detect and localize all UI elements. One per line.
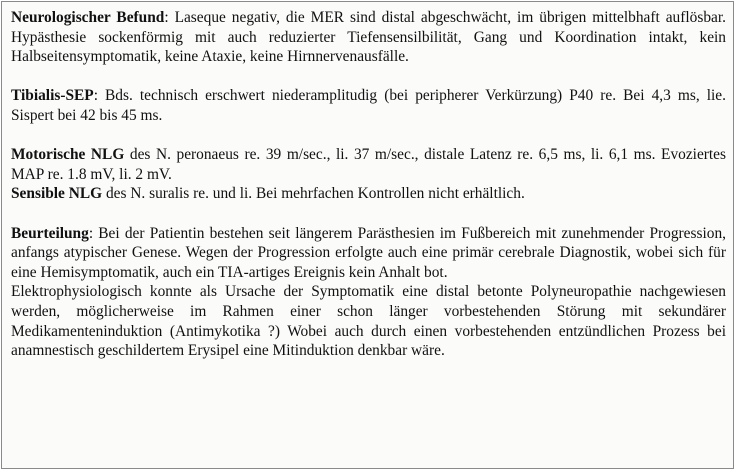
text-tibialis-sep: : Bds. technisch erschwert niederamplitudig (bei peripherer Verkürzung) P40 re. Bei 4,3 ms, lie. Sispert bei 42 bis 45 ms.	[11, 87, 726, 124]
paragraph-spacer	[11, 204, 726, 224]
paragraph-tibialis-sep	[11, 86, 726, 125]
heading-neurologischer-befund: Neurologischer Befund	[11, 9, 165, 26]
paragraph-spacer	[11, 67, 726, 87]
paragraph-motorische-nlg	[11, 145, 726, 184]
text-neurologischer-befund: : Laseque negativ, die MER sind distal abgeschwächt, im übrigen mittelbhaft auflösbar. Hypästhesie sockenförmig mit auch reduzierter Tiefensensilbilität, Gang und Koordination intakt, kein Halbseitensymptomatik, keine Ataxie, keine Hirnnervenausfälle.	[11, 9, 726, 66]
text-elektrophysiologisch: Elektrophysiologisch konnte als Ursache der Symptomatik eine distal betonte Polyneuropathie nachgewiesen werden, möglicherweise im Rahmen einer schon länger vorbestehenden Störung mit sekundärer Medikamenteninduktion (Antimykotika ?) Wobei auch durch einen vorbestehenden entzündlichen Prozess bei anamnestisch geschildertem Erysipel eine Mitinduktion denkbar wäre.	[11, 283, 726, 360]
text-sensible-nlg: des N. suralis re. und li. Bei mehrfachen Kontrollen nicht erhältlich.	[102, 185, 525, 203]
document-page	[1, 1, 734, 469]
heading-beurteilung: Beurteilung	[11, 224, 89, 242]
heading-tibialis-sep: Tibialis-SEP	[11, 87, 94, 105]
paragraph-beurteilung	[11, 224, 726, 283]
paragraph-spacer	[11, 126, 726, 146]
text-motorische-nlg: des N. peronaeus re. 39 m/sec., li. 37 m/sec., distale Latenz re. 6,5 ms, li. 6,1 ms. Evoziertes MAP re. 1.8 mV, li. 2 mV.	[11, 146, 727, 183]
paragraph-elektrophysiologisch	[11, 282, 726, 360]
paragraph-neurologischer-befund	[11, 8, 726, 67]
heading-motorische-nlg: Motorische NLG	[11, 146, 125, 164]
text-beurteilung: : Bei der Patientin bestehen seit längerem Parästhesien im Fußbereich mit zunehmender Progression, anfangs atypischer Genese. Wegen der Progression erfolgte auch eine primär cerebrale Diagnostik, wobei sich für eine Hemisymptomatik, auch ein TIA-artiges Ereignis kein Anhalt bot.	[11, 224, 726, 281]
heading-sensible-nlg: Sensible NLG	[11, 185, 103, 203]
document-body	[11, 8, 726, 361]
paragraph-sensible-nlg	[11, 184, 726, 204]
